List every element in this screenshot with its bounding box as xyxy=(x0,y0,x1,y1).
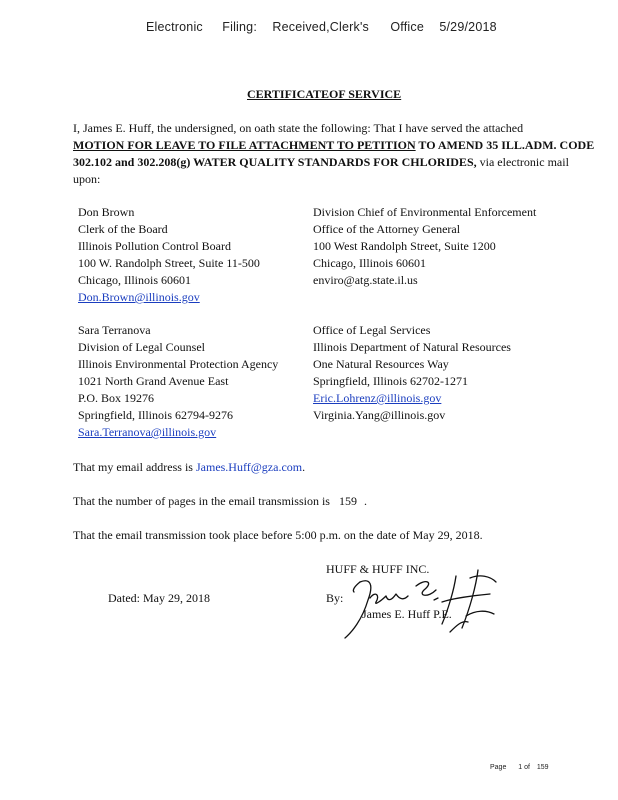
address-line: Springfield, Illinois 62794-9276 xyxy=(78,408,233,422)
dated-line: Dated: May 29, 2018 xyxy=(108,591,210,605)
address-line: Don Brown xyxy=(78,205,135,219)
statement-pages-text: That the number of pages in the email transmission is xyxy=(73,494,333,508)
by-label: By: xyxy=(326,591,344,605)
footer-page-num: 1 xyxy=(518,764,523,771)
recipient-natural-resources xyxy=(313,322,511,424)
stamp-date: 5/29/2018 xyxy=(439,20,497,34)
address-line: Illinois Pollution Control Board xyxy=(78,239,232,253)
address-line: 1021 North Grand Avenue East xyxy=(78,374,229,388)
recipient-attorney-general xyxy=(313,204,536,289)
intro-line-4: upon: xyxy=(73,172,101,186)
statement-pages xyxy=(73,493,367,510)
address-line: Virginia.Yang@illinois.gov xyxy=(313,408,446,422)
address-line: 100 West Randolph Street, Suite 1200 xyxy=(313,239,496,253)
intro-line-2 xyxy=(73,137,595,154)
email-link-sara-terranova[interactable]: Sara.Terranova@illinois.gov xyxy=(78,425,217,439)
address-line: Office of the Attorney General xyxy=(313,222,461,236)
document-title: CERTIFICATEOF SERVICE xyxy=(247,87,402,101)
rule-citation: 302.102 and 302.208(g) WATER QUALITY STANDARDS FOR CHLORIDES, xyxy=(73,155,477,169)
address-line: Office of Legal Services xyxy=(313,323,431,337)
address-line: P.O. Box 19276 xyxy=(78,391,155,405)
statement-time: That the email transmission took place before 5:00 p.m. on the date of May 29, 2018. xyxy=(73,528,483,542)
address-line: 100 W. Randolph Street, Suite 11-500 xyxy=(78,256,260,270)
stamp-office: Office xyxy=(390,20,424,34)
stamp-filing: Filing: xyxy=(222,20,258,34)
statement-email-period: . xyxy=(302,460,306,474)
intro-line-3 xyxy=(73,154,569,171)
address-line: Illinois Environmental Protection Agency xyxy=(78,357,279,371)
footer-of: of xyxy=(524,764,530,771)
firm-name: HUFF & HUFF INC. xyxy=(326,562,430,576)
page-count: 159 xyxy=(338,494,357,508)
address-line: Division Chief of Environmental Enforcement xyxy=(313,205,537,219)
statement-email xyxy=(73,459,305,476)
delivery-method: via electronic mail xyxy=(476,155,569,169)
address-line: enviro@atg.state.il.us xyxy=(313,273,418,287)
handwritten-signature xyxy=(330,560,500,640)
address-line: One Natural Resources Way xyxy=(313,357,449,371)
footer-page-label: Page xyxy=(490,764,507,771)
address-line: Chicago, Illinois 60601 xyxy=(78,273,191,287)
signer-name: James E. Huff P.E. xyxy=(362,607,452,621)
recipient-don-brown xyxy=(78,204,260,306)
sender-email-link[interactable]: James.Huff@gza.com xyxy=(195,460,303,474)
stamp-label: Electronic xyxy=(146,20,203,34)
address-line: Chicago, Illinois 60601 xyxy=(313,256,426,270)
filing-stamp-header xyxy=(146,20,497,34)
intro-line-1: I, James E. Huff, the undersigned, on oath state the following: That I have served the attached xyxy=(73,121,524,135)
page-footer xyxy=(490,764,549,771)
stamp-received: Received,Clerk's xyxy=(272,20,369,34)
address-line: Springfield, Illinois 62702-1271 xyxy=(313,374,468,388)
address-line: Sara Terranova xyxy=(78,323,151,337)
address-line: Division of Legal Counsel xyxy=(78,340,205,354)
motion-title: MOTION FOR LEAVE TO FILE ATTACHMENT TO PETITION xyxy=(73,138,416,152)
email-link-eric-lohrenz[interactable]: Eric.Lohrenz@illinois.gov xyxy=(313,391,442,405)
recipient-sara-terranova xyxy=(78,322,278,441)
address-line: Clerk of the Board xyxy=(78,222,168,236)
motion-title-rest: TO AMEND 35 ILL.ADM. CODE xyxy=(415,138,595,152)
footer-total: 159 xyxy=(536,764,549,771)
statement-email-text: That my email address is xyxy=(73,460,196,474)
address-line: Illinois Department of Natural Resources xyxy=(313,340,511,354)
email-link-don-brown[interactable]: Don.Brown@illinois.gov xyxy=(78,290,200,304)
statement-pages-period: . xyxy=(360,494,367,508)
intro-paragraph xyxy=(73,120,595,188)
